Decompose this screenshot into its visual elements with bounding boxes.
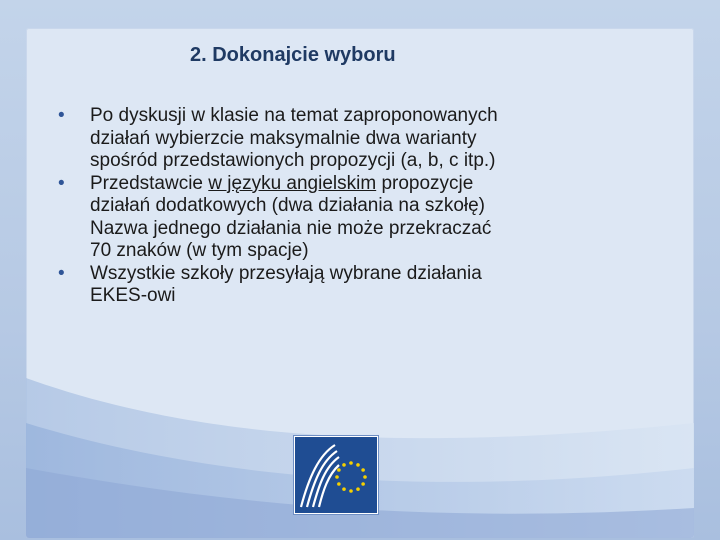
logo-star-icon [361, 468, 365, 472]
bullet-item [58, 105, 658, 173]
bullet-text-underlined: w języku angielskim [208, 172, 377, 194]
logo-star-icon [356, 463, 360, 467]
bullet-text-line: Nazwa jednego działania nie może przekraczać [90, 217, 492, 239]
bullet-list [58, 105, 658, 308]
logo-star-icon [349, 461, 353, 465]
bullet-text-segment: Przedstawcie [90, 172, 209, 194]
eesc-logo-icon [295, 437, 377, 513]
eesc-logo [294, 436, 378, 514]
bullet-text-line: EKES-owi [90, 285, 176, 306]
bullet-icon: • [58, 262, 65, 284]
logo-star-icon [356, 487, 360, 491]
bullet-text-line: Po dyskusji w klasie na temat zaproponowanych [90, 105, 498, 126]
bullet-item [58, 173, 658, 263]
logo-star-icon [335, 475, 339, 479]
bullet-text-line: Wszystkie szkoły przesyłają wybrane działania [90, 262, 482, 284]
bullet-text-line: działań wybierzcie maksymalnie dwa warianty [90, 127, 477, 149]
bullet-icon: • [58, 172, 65, 194]
slide-title: 2. Dokonajcie wyboru [190, 44, 396, 66]
logo-star-icon [361, 482, 365, 486]
logo-star-icon [337, 468, 341, 472]
logo-star-icon [342, 487, 346, 491]
bullet-icon: • [58, 105, 65, 126]
logo-star-icon [337, 482, 341, 486]
bullet-text-segment: propozycje [376, 172, 474, 194]
logo-star-icon [342, 463, 346, 467]
logo-star-icon [363, 475, 367, 479]
logo-star-icon [349, 489, 353, 493]
bullet-text-line: spośród przedstawionych propozycji (a, b, c itp.) [90, 150, 496, 171]
bullet-text-line [90, 173, 658, 196]
bullet-text-line: 70 znaków (w tym spacje) [90, 240, 309, 261]
bullet-text-line: działań dodatkowych (dwa działania na szkołę) [90, 195, 486, 216]
bullet-item [58, 263, 658, 308]
